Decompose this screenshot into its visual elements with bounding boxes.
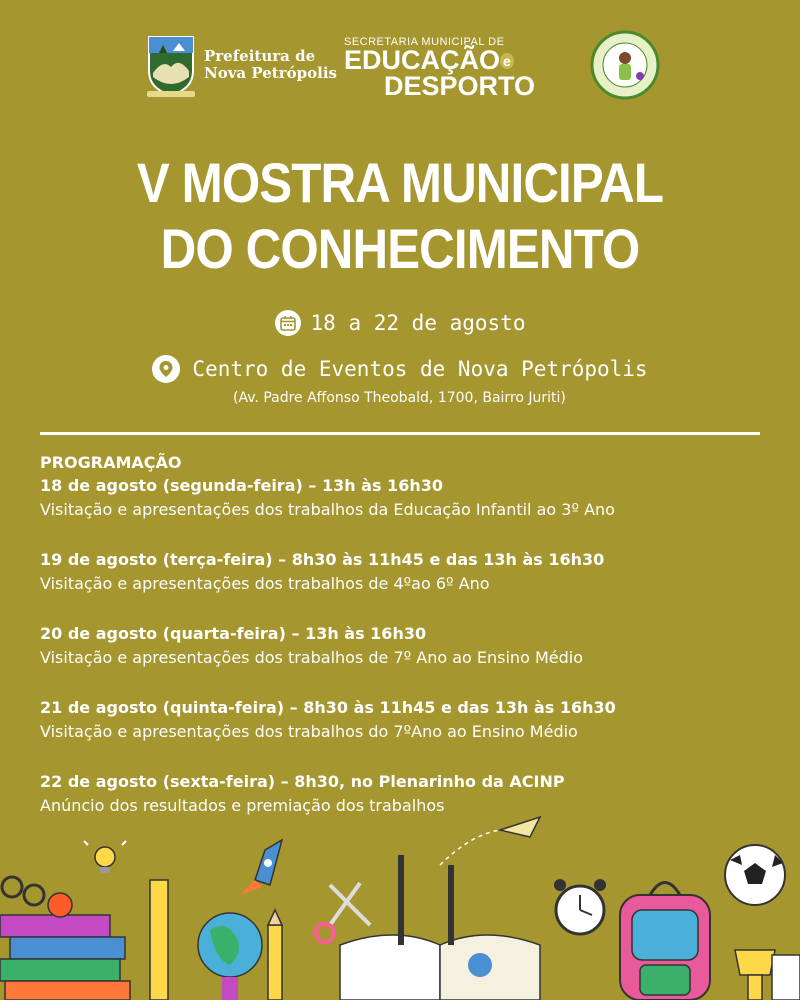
- event-dates-text: 18 a 22 de agosto: [310, 311, 526, 335]
- program-entry: [40, 548, 770, 596]
- paint-palette-icon: [772, 955, 800, 1000]
- globe-icon: [198, 913, 262, 1000]
- page-title: [48, 150, 752, 282]
- event-venue-text: Centro de Eventos de Nova Petrópolis: [192, 357, 648, 381]
- program-entry: [40, 622, 770, 670]
- program-entry-day: 19 de agosto (terça-feira) – 8h30 às 11h45 e das 13h às 16h30: [40, 550, 605, 569]
- rocket-icon: [240, 840, 282, 895]
- program-entry-desc: Anúncio dos resultados e premiação dos trabalhos: [40, 796, 445, 815]
- prefeitura-crest-logo: [145, 33, 197, 99]
- program-entry: [40, 696, 770, 744]
- program-entry-desc: Visitação e apresentações dos trabalhos da Educação Infantil ao 3º Ano: [40, 500, 615, 519]
- secretaria-line2: DESPORTO: [384, 71, 536, 102]
- program-entry-desc: Visitação e apresentações dos trabalhos de 7º Ano ao Ensino Médio: [40, 648, 583, 667]
- paper-plane-icon: [440, 817, 540, 865]
- program-entry: [40, 474, 770, 522]
- alarm-clock-icon: [554, 879, 606, 934]
- trophy-icon: [735, 950, 775, 1000]
- program-entry-day: 20 de agosto (quarta-feira) – 13h às 16h30: [40, 624, 427, 643]
- paintbrush-icon: [398, 855, 454, 945]
- event-venue: [0, 355, 800, 383]
- pencil-icon: [268, 910, 282, 1000]
- scissors-icon: [316, 883, 370, 942]
- prefeitura-line2: Nova Petrópolis: [204, 64, 337, 82]
- backpack-icon: [620, 883, 710, 1000]
- program-entry-desc: Visitação e apresentações dos trabalhos de 4ºao 6º Ano: [40, 574, 490, 593]
- soccer-ball-icon: [725, 845, 785, 905]
- glasses-icon: [2, 877, 44, 905]
- lightbulb-icon: [84, 841, 126, 873]
- title-line1: V MOSTRA MUNICIPAL: [136, 151, 664, 214]
- mostra-seal-logo: [590, 30, 660, 100]
- program-entry: [40, 770, 770, 818]
- secretaria-logo: [344, 36, 569, 102]
- calendar-icon: [275, 310, 301, 336]
- prefeitura-name: [204, 48, 337, 82]
- program-entry-day: 21 de agosto (quinta-feira) – 8h30 às 11h45 e das 13h às 16h30: [40, 698, 616, 717]
- secretaria-e: e: [500, 53, 514, 69]
- title-line2: DO CONHECIMENTO: [160, 217, 640, 280]
- program-entry-desc: Visitação e apresentações dos trabalhos do 7ºAno ao Ensino Médio: [40, 722, 578, 741]
- secretaria-line1: EDUCAÇÃO: [344, 45, 501, 75]
- open-book-icon: [340, 935, 540, 1000]
- program-entry-day: 22 de agosto (sexta-feira) – 8h30, no Plenarinho da ACINP: [40, 772, 565, 791]
- ruler-icon: [150, 880, 168, 1000]
- event-dates: [0, 310, 800, 336]
- location-pin-icon: [152, 355, 180, 383]
- program-heading: PROGRAMAÇÃO: [40, 453, 182, 472]
- program-entry-day: 18 de agosto (segunda-feira) – 13h às 16h30: [40, 476, 443, 495]
- logo-header: [0, 30, 800, 105]
- prefeitura-line1: Prefeitura de: [204, 47, 316, 65]
- program-section: [40, 452, 770, 844]
- divider: [40, 432, 760, 435]
- books-stack-icon: [0, 893, 130, 1000]
- event-address: (Av. Padre Affonso Theobald, 1700, Bairro Juriti): [233, 390, 566, 406]
- secretaria-small-text: SECRETARIA MUNICIPAL DE: [344, 36, 505, 48]
- school-supplies-illustration: [0, 815, 800, 1000]
